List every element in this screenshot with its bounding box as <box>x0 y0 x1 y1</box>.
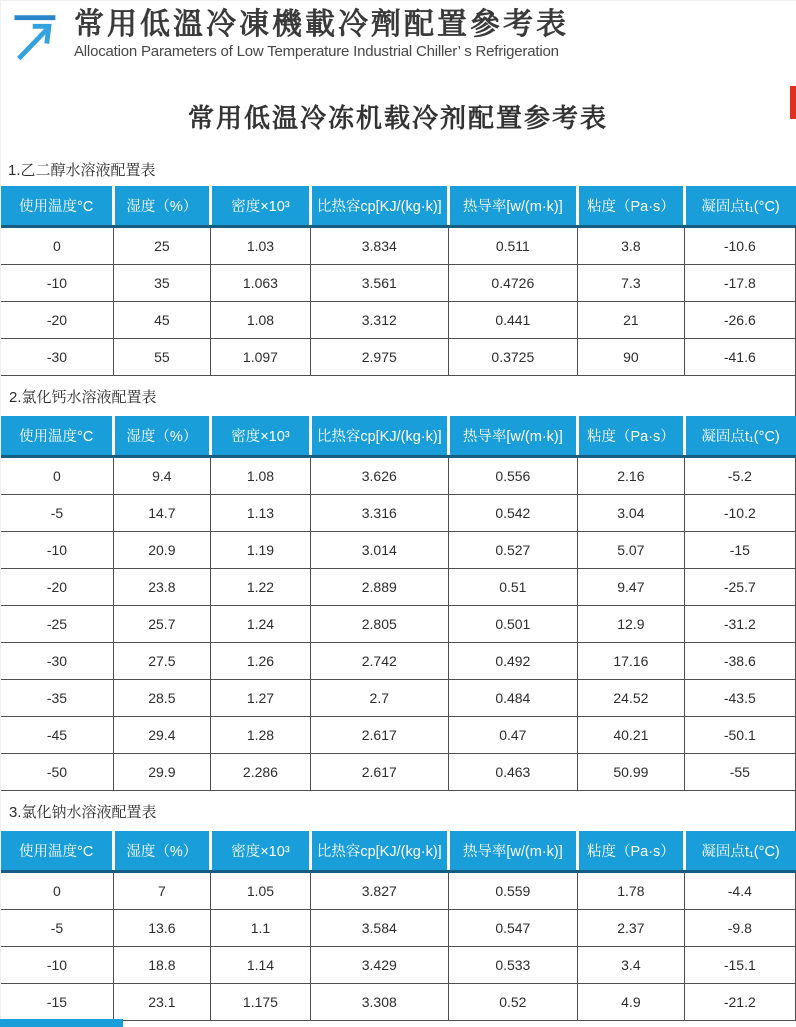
table-row <box>1 754 796 791</box>
data-cell: 3.429 <box>311 947 449 984</box>
column-header: 湿度（%） <box>113 831 210 872</box>
data-cell: 0.527 <box>448 532 578 569</box>
data-cell: 4.9 <box>578 984 685 1021</box>
data-cell: 2.286 <box>210 754 310 791</box>
data-cell: 1.097 <box>210 339 310 376</box>
data-cell: 1.22 <box>210 569 310 606</box>
data-cell: 28.5 <box>113 680 210 717</box>
data-cell: 14.7 <box>113 495 210 532</box>
data-cell: 1.1 <box>210 910 310 947</box>
header-row <box>1 416 796 457</box>
data-cell: 0.547 <box>448 910 578 947</box>
column-header: 凝固点t₁(°C) <box>684 831 795 872</box>
brand-header <box>0 0 796 64</box>
data-cell: -38.6 <box>684 643 795 680</box>
table-row <box>1 227 796 265</box>
data-cell: -10 <box>1 947 114 984</box>
data-cell: 1.08 <box>210 302 310 339</box>
column-header: 热导率[w/(m·k)] <box>448 416 578 457</box>
data-cell: 18.8 <box>113 947 210 984</box>
column-header: 密度×10³ <box>210 416 310 457</box>
brand-text <box>74 8 569 61</box>
data-cell: -4.4 <box>684 872 795 910</box>
data-cell: 25.7 <box>113 606 210 643</box>
data-cell: 35 <box>113 265 210 302</box>
data-cell: 9.4 <box>113 457 210 495</box>
data-cell: 0.533 <box>448 947 578 984</box>
data-cell: 1.24 <box>210 606 310 643</box>
data-cell: 0.556 <box>448 457 578 495</box>
data-cell: -20 <box>1 302 114 339</box>
data-cell: 0.441 <box>448 302 578 339</box>
data-cell: 3.014 <box>311 532 449 569</box>
section-label-2: 2.氯化钙水溶液配置表 <box>0 376 796 416</box>
data-cell: 23.1 <box>113 984 210 1021</box>
data-cell: 45 <box>113 302 210 339</box>
data-cell: -41.6 <box>684 339 795 376</box>
data-cell: 3.827 <box>311 872 449 910</box>
data-cell: 2.889 <box>311 569 449 606</box>
data-cell: 0 <box>1 227 114 265</box>
data-cell: 12.9 <box>578 606 685 643</box>
data-cell: 27.5 <box>113 643 210 680</box>
table-row <box>1 910 796 947</box>
data-cell: 0.4726 <box>448 265 578 302</box>
data-cell: 1.08 <box>210 457 310 495</box>
red-marker <box>790 86 796 119</box>
data-cell: -15 <box>684 532 795 569</box>
data-cell: 0.51 <box>448 569 578 606</box>
data-cell: 40.21 <box>578 717 685 754</box>
data-cell: 2.805 <box>311 606 449 643</box>
column-header: 热导率[w/(m·k)] <box>448 186 578 227</box>
section-label-1: 1.乙二醇水溶液配置表 <box>8 162 156 179</box>
next-table-fragment <box>0 1019 123 1027</box>
data-cell: 3.312 <box>311 302 449 339</box>
column-header: 密度×10³ <box>210 186 310 227</box>
column-header: 粘度（Pa·s） <box>578 186 685 227</box>
data-cell: 3.04 <box>578 495 685 532</box>
data-cell: 0.52 <box>448 984 578 1021</box>
table-row <box>1 680 796 717</box>
table-row <box>1 569 796 606</box>
data-cell: 21 <box>578 302 685 339</box>
data-cell: 1.14 <box>210 947 310 984</box>
data-cell: 3.8 <box>578 227 685 265</box>
data-cell: 90 <box>578 339 685 376</box>
data-cell: -43.5 <box>684 680 795 717</box>
data-cell: 7 <box>113 872 210 910</box>
table-row <box>1 984 796 1021</box>
data-cell: 0.492 <box>448 643 578 680</box>
data-cell: 0.511 <box>448 227 578 265</box>
data-cell: 29.9 <box>113 754 210 791</box>
data-cell: -17.8 <box>684 265 795 302</box>
data-cell: -15.1 <box>684 947 795 984</box>
table-row <box>1 872 796 910</box>
data-cell: -5 <box>1 495 114 532</box>
data-cell: 1.03 <box>210 227 310 265</box>
table-row <box>1 495 796 532</box>
table-row <box>1 717 796 754</box>
table-row <box>1 302 796 339</box>
data-cell: 2.975 <box>311 339 449 376</box>
data-cell: -55 <box>684 754 795 791</box>
data-cell: 2.37 <box>578 910 685 947</box>
data-cell: -15 <box>1 984 114 1021</box>
data-cell: 0.484 <box>448 680 578 717</box>
data-cell: -50 <box>1 754 114 791</box>
table-sodium-chloride <box>0 831 796 1021</box>
data-cell: -35 <box>1 680 114 717</box>
column-header: 使用温度°C <box>1 186 114 227</box>
data-cell: -25.7 <box>684 569 795 606</box>
table-row <box>1 947 796 984</box>
data-cell: 3.834 <box>311 227 449 265</box>
table-row <box>1 339 796 376</box>
data-cell: 1.13 <box>210 495 310 532</box>
data-cell: 0.47 <box>448 717 578 754</box>
data-cell: -50.1 <box>684 717 795 754</box>
data-cell: 7.3 <box>578 265 685 302</box>
table-row <box>1 643 796 680</box>
data-cell: 13.6 <box>113 910 210 947</box>
data-cell: 3.626 <box>311 457 449 495</box>
column-header: 使用温度°C <box>1 416 114 457</box>
data-cell: 2.7 <box>311 680 449 717</box>
data-cell: 1.05 <box>210 872 310 910</box>
data-cell: 2.617 <box>311 717 449 754</box>
data-cell: 17.16 <box>578 643 685 680</box>
data-cell: -10.6 <box>684 227 795 265</box>
data-cell: -10 <box>1 532 114 569</box>
header-row <box>1 186 796 227</box>
data-cell: 3.4 <box>578 947 685 984</box>
arrow-up-right-icon <box>8 8 64 64</box>
data-cell: 9.47 <box>578 569 685 606</box>
data-cell: 2.16 <box>578 457 685 495</box>
data-cell: -30 <box>1 339 114 376</box>
column-header: 凝固点t₁(°C) <box>684 186 795 227</box>
data-cell: 0 <box>1 872 114 910</box>
section-label-3: 3.氯化钠水溶液配置表 <box>0 791 796 831</box>
data-cell: 2.742 <box>311 643 449 680</box>
data-cell: 1.19 <box>210 532 310 569</box>
column-header: 密度×10³ <box>210 831 310 872</box>
data-cell: 3.561 <box>311 265 449 302</box>
data-cell: 3.584 <box>311 910 449 947</box>
column-header: 使用温度°C <box>1 831 114 872</box>
data-cell: 25 <box>113 227 210 265</box>
data-cell: 50.99 <box>578 754 685 791</box>
data-cell: -5.2 <box>684 457 795 495</box>
table-row <box>1 457 796 495</box>
data-cell: -26.6 <box>684 302 795 339</box>
table-row <box>1 606 796 643</box>
data-cell: 0.542 <box>448 495 578 532</box>
data-cell: 0.501 <box>448 606 578 643</box>
page-title: 常用低温冷冻机载冷剂配置参考表 <box>187 103 608 133</box>
data-cell: -30 <box>1 643 114 680</box>
column-header: 粘度（Pa·s） <box>578 831 685 872</box>
data-cell: -45 <box>1 717 114 754</box>
data-cell: 24.52 <box>578 680 685 717</box>
table-row <box>1 532 796 569</box>
data-cell: 0.463 <box>448 754 578 791</box>
data-cell: -5 <box>1 910 114 947</box>
data-cell: 0 <box>1 457 114 495</box>
data-cell: -31.2 <box>684 606 795 643</box>
column-header: 比热容cp[KJ/(kg·k)] <box>311 186 449 227</box>
data-cell: -20 <box>1 569 114 606</box>
data-cell: 5.07 <box>578 532 685 569</box>
column-header: 湿度（%） <box>113 186 210 227</box>
data-cell: 29.4 <box>113 717 210 754</box>
data-cell: 1.26 <box>210 643 310 680</box>
column-header: 粘度（Pa·s） <box>578 416 685 457</box>
brand-subtitle: Allocation Parameters of Low Temperature Industrial Chiller’ s Refrigeration <box>74 43 559 60</box>
data-cell: -10 <box>1 265 114 302</box>
header-row <box>1 831 796 872</box>
data-cell: 23.8 <box>113 569 210 606</box>
column-header: 凝固点t₁(°C) <box>684 416 795 457</box>
data-cell: 1.175 <box>210 984 310 1021</box>
data-cell: -21.2 <box>684 984 795 1021</box>
brand-title: 常用低溫冷凍機載冷劑配置參考表 <box>74 8 569 41</box>
data-cell: 1.27 <box>210 680 310 717</box>
column-header: 比热容cp[KJ/(kg·k)] <box>311 416 449 457</box>
data-cell: 1.28 <box>210 717 310 754</box>
data-cell: 1.063 <box>210 265 310 302</box>
data-cell: 2.617 <box>311 754 449 791</box>
data-cell: 0.559 <box>448 872 578 910</box>
data-cell: 3.308 <box>311 984 449 1021</box>
data-cell: -9.8 <box>684 910 795 947</box>
data-cell: -10.2 <box>684 495 795 532</box>
data-cell: 20.9 <box>113 532 210 569</box>
data-cell: 1.78 <box>578 872 685 910</box>
column-header: 湿度（%） <box>113 416 210 457</box>
data-cell: -25 <box>1 606 114 643</box>
column-header: 热导率[w/(m·k)] <box>448 831 578 872</box>
data-cell: 3.316 <box>311 495 449 532</box>
column-header: 比热容cp[KJ/(kg·k)] <box>311 831 449 872</box>
table-ethylene-glycol <box>0 186 796 376</box>
table-calcium-chloride <box>0 416 796 791</box>
data-cell: 55 <box>113 339 210 376</box>
data-cell: 0.3725 <box>448 339 578 376</box>
table-row <box>1 265 796 302</box>
